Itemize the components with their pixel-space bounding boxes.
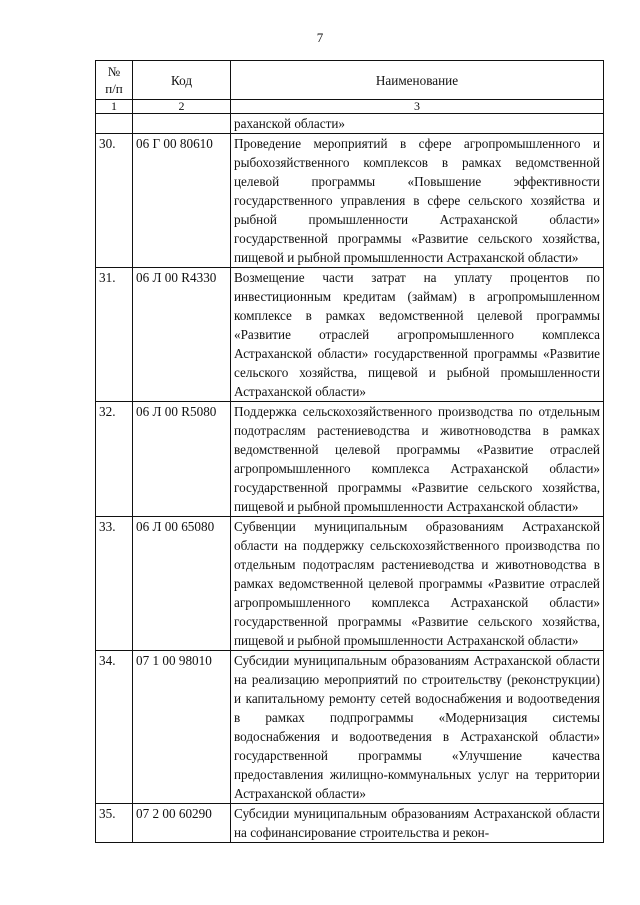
row-name: Проведение мероприятий в сфере агропромышленного и рыбохозяйственного комплексов в рамках ведомственной целевой программы «Повышение эффективности государственного управления в сфере сельского хозяйства и рыбной промышленности Астраханской области» государственной программы «Развитие сельского хозяйства, пищевой и рыбной промышленности Астраханской области»	[231, 134, 604, 268]
continuation-row	[96, 114, 604, 134]
header-num-label: № п/п	[105, 64, 123, 96]
row-name: Субсидии муниципальным образованиям Астраханской области на реализацию мероприятий по строительству (реконструкции) и капитальному ремонту сетей водоснабжения и водоотведения в рамках подпрограммы «Модернизация системы водоснабжения и водоотведения в Астраханской области» государственной программы «Улучшение качества предоставления жилищно-коммунальных услуг на территории Астраханской области»	[231, 651, 604, 804]
row-num: 31.	[96, 268, 133, 402]
table-row	[96, 517, 604, 651]
table-row	[96, 134, 604, 268]
row-code: 06 Л 00 65080	[133, 517, 231, 651]
table-row	[96, 651, 604, 804]
table-row	[96, 402, 604, 517]
header-num	[96, 61, 133, 100]
table-row	[96, 804, 604, 843]
continuation-text: раханской области»	[231, 114, 604, 134]
row-code: 07 2 00 60290	[133, 804, 231, 843]
column-number-2: 2	[133, 100, 231, 114]
header-code: Код	[133, 61, 231, 100]
row-code: 06 Г 00 80610	[133, 134, 231, 268]
row-num: 33.	[96, 517, 133, 651]
page-number: 7	[316, 30, 324, 45]
row-num: 32.	[96, 402, 133, 517]
table-header-row	[96, 61, 604, 100]
row-name: Субсидии муниципальным образованиям Астраханской области на софинансирование строительства и рекон-	[231, 804, 604, 843]
continuation-code	[133, 114, 231, 134]
row-num: 35.	[96, 804, 133, 843]
row-code: 06 Л 00 R5080	[133, 402, 231, 517]
row-name: Субвенции муниципальным образованиям Астраханской области на поддержку сельскохозяйственного производства по отдельным подотраслям растениеводства и животноводства в рамках ведомственной целевой программы «Развитие отраслей агропромышленного комплекса Астраханской области» государственной программы «Развитие сельского хозяйства, пищевой и рыбной промышленности Астраханской области»	[231, 517, 604, 651]
codes-table	[95, 60, 604, 843]
row-name: Возмещение части затрат на уплату процентов по инвестиционным кредитам (займам) в агропромышленном комплексе в рамках ведомственной целевой программы «Развитие отраслей агропромышленного комплекса Астраханской области» государственной программы «Развитие сельского хозяйства, пищевой и рыбной промышленности Астраханской области»	[231, 268, 604, 402]
table-row	[96, 268, 604, 402]
header-name: Наименование	[231, 61, 604, 100]
column-number-1: 1	[96, 100, 133, 114]
row-name: Поддержка сельскохозяйственного производства по отдельным подотраслям растениеводства и животноводства в рамках ведомственной целевой программы «Развитие отраслей агропромышленного комплекса Астраханской области» государственной программы «Развитие сельского хозяйства, пищевой и рыбной промышленности Астраханской области»	[231, 402, 604, 517]
row-code: 06 Л 00 R4330	[133, 268, 231, 402]
continuation-num	[96, 114, 133, 134]
row-num: 34.	[96, 651, 133, 804]
column-number-row	[96, 100, 604, 114]
row-num: 30.	[96, 134, 133, 268]
row-code: 07 1 00 98010	[133, 651, 231, 804]
column-number-3: 3	[231, 100, 604, 114]
